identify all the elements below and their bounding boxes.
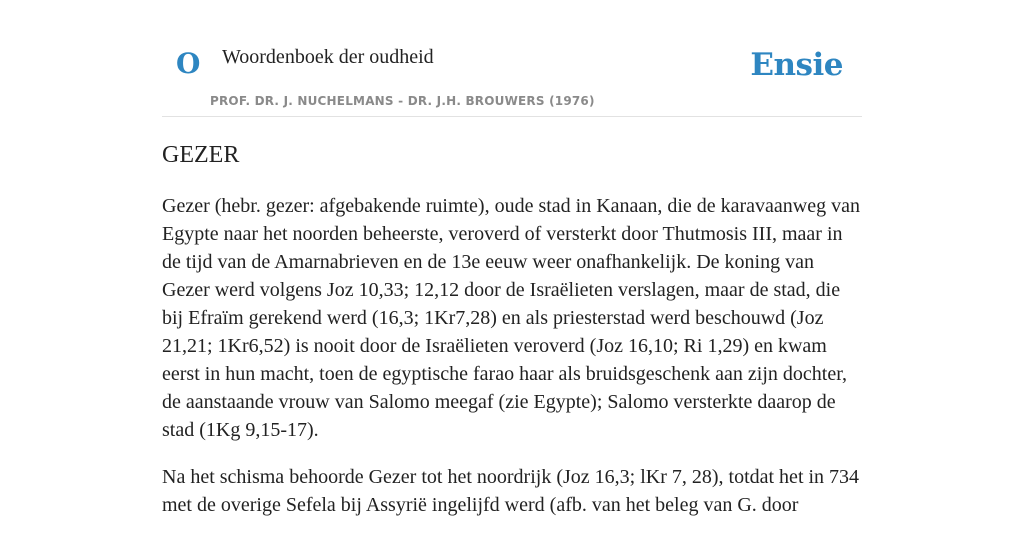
article-body	[162, 192, 862, 538]
book-title-link[interactable]: Woordenboek der oudheid	[222, 46, 434, 68]
page-container	[162, 0, 862, 516]
article-paragraph: Na het schisma behoorde Gezer tot het noordrijk (Joz 16,3; lKr 7, 28), totdat het in 734 met de overige Sefela bij Assyrië ingelijfd werd (afb. van het beleg van G. door	[162, 466, 860, 516]
book-authors: PROF. DR. J. NUCHELMANS - DR. J.H. BROUWERS (1976)	[210, 94, 595, 108]
page-header	[162, 0, 862, 117]
index-letter-link[interactable]: O	[176, 47, 201, 80]
article-paragraph: Gezer (hebr. gezer: afgebakende ruimte), oude stad in Kanaan, die de karavaanweg van Egypte naar het noorden beheerste, veroverd of versterkt door Thutmosis III, maar in de tijd van de Amarnabrieven en de 13e eeuw weer onafhankelijk. De koning van Gezer werd volgens Joz 10,33; 12,12 door de Israëlieten verslagen, maar de stad, die bij Efraïm gerekend werd (16,3; 1Kr7,28) en als priesterstad werd beschouwd (Joz 21,21; 1Kr6,52) is nooit door de Israëlieten veroverd (Joz 16,10; Ri 1,29) en kwam eerst in hun macht, toen de egyptische farao haar als bruidsgeschenk aan zijn dochter, de aanstaande vrouw van Salomo meegaf (zie Egypte); Salomo versterkte daarop de stad (1Kg 9,15-17).	[162, 195, 860, 441]
ensie-logo-link[interactable]: Ensie	[750, 47, 843, 83]
article-term-title: GEZER	[162, 142, 240, 168]
